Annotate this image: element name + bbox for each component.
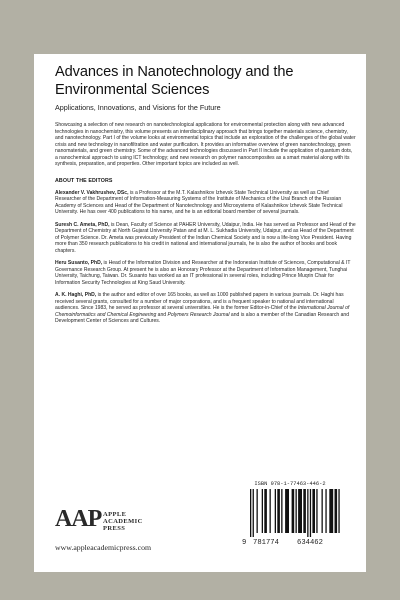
editor-name: Suresh C. Ameta, PhD,: [55, 221, 110, 228]
barcode-bar: [298, 489, 302, 533]
editor-bio: [55, 190, 356, 216]
barcode-bar: [262, 489, 263, 533]
back-cover-page: [34, 54, 366, 572]
editor-name: Alexander V. Vakhrushev, DSc,: [55, 189, 129, 196]
barcode-bar: [264, 489, 267, 533]
publisher-url[interactable]: www.appleacademicpress.com: [55, 543, 152, 552]
book-subtitle: Applications, Innovations, and Visions for the Future: [55, 103, 221, 112]
barcode-bar: [285, 489, 289, 533]
barcode-digits-left: 781774: [253, 539, 279, 545]
barcode-bar: [310, 489, 311, 537]
editors-heading: ABOUT THE EDITORS: [55, 177, 113, 184]
barcode-bar: [312, 489, 315, 533]
publisher-name-line: PRESS: [103, 525, 126, 533]
barcode-bar: [322, 489, 323, 533]
editor-bio-text: is the author and editor of over 165 books, as well as 1000 published papers in various journals. Dr. Haghi has received several grants, consulted for a number of major corporations, and is a frequent speaker to national and international audiences. Since 1983, he served as professor at several universities. He is the former Editor-in-Chief of the: [55, 292, 344, 311]
barcode-bar: [335, 489, 338, 533]
editor-bio: [55, 222, 356, 255]
barcode-bar: [292, 489, 295, 533]
editor-bio-text: is Head of the Information Division and Researcher at the Indonesian Institute of Sciences, Computational & IT Governance Research Group. At present he is also an Honorary Professor at the Department of Information Management, Tunghai University, Taichung, Taiwan. Dr. Susanto has worked as an IT professional in several roles, including Prince Muqrin Chair for Information Security Technologies at King Saud University.: [55, 260, 351, 286]
isbn-barcode: [242, 481, 352, 563]
editor-bio: [55, 292, 356, 325]
barcode-bar: [275, 489, 276, 533]
aap-logo-icon: AAP: [55, 506, 102, 532]
book-title: Advances in Nanotechnology and the Environmental Sciences: [55, 64, 294, 98]
barcode-bar: [253, 489, 254, 537]
journal-title: Polymers Research Journal: [167, 311, 230, 318]
barcode-bar: [270, 489, 271, 533]
barcode-bar: [277, 489, 280, 533]
barcode-bar: [257, 489, 258, 533]
publisher-footer: [55, 481, 355, 566]
editor-bio-text: and is also a member of the Canadian Research and Development Center of Sciences and Cultures.: [55, 311, 350, 324]
journal-title: International Journal of Chemoinformatics and Chemical Engineering: [55, 305, 350, 318]
barcode-bar: [338, 489, 339, 533]
editor-bio-text: and: [156, 311, 168, 318]
editor-bio: [55, 260, 356, 286]
barcode-bar: [296, 489, 297, 533]
barcode-digit-first: 9: [242, 539, 247, 545]
barcode-icon: [242, 489, 342, 545]
publisher-name-line: ACADEMIC: [103, 518, 143, 526]
barcode-bar: [329, 489, 333, 533]
editor-name: A. K. Haghi, PhD,: [55, 292, 97, 298]
editor-bio-text: is a Professor at the M.T. Kalashnikov Izhevsk State Technical University as well as Chief Researcher of the Department of Information-Measuring Systems of the Institute of Mechanics of the Ural Branch of the Russian Academy of Sciences and Head of the Department of Nanotechnology and Microsystems of Kalashnikov Izhevsk State Technical University. He has over 400 publications to his name, and he is an editorial board member of several journals.: [55, 189, 343, 215]
barcode-bar: [250, 489, 251, 537]
editor-name: Heru Susanto, PhD,: [55, 260, 103, 266]
publisher-logo: [55, 506, 195, 546]
barcode-bar: [303, 489, 306, 533]
publisher-name: [103, 511, 143, 533]
publisher-name-line: APPLE: [103, 511, 127, 518]
barcode-bar: [325, 489, 326, 533]
barcode-bar: [307, 489, 308, 537]
isbn-label: ISBN 978-1-77463-446-2: [254, 481, 326, 487]
editor-bio-text: is Dean, Faculty of Science at PAHER University, Udaipur, India. He has served as Professor and Head of the Department of Chemistry at North Gujarat University Patan and at M. L. Sukhadia University, Udaipur, and as Head of the Department of Polymer Science. Dr. Ameta was previously President of the Indian Chemical Society and is now a life-long Vice President. Having more than 350 research publications to his credit in national and international journals, he is also the author of books and book chapters.: [55, 221, 356, 254]
barcode-bar: [281, 489, 282, 533]
barcode-bar: [316, 489, 317, 533]
book-description: Showcasing a selection of new research on nanotechnological applications for environmental protection along with new advanced technologies in nanochemistry, this volume presents an interdisciplinary approach that brings together materials science, chemistry, and nanotechnology. Part I of the volume looks at environmental topics that include an exploration of the challenges of the global water crisis and new technology in nanofiltration and water purification. It provides an informative overview of green nanotechnology, green nanomaterials, and green chemistry. Some of the advanced technologies discussed in Part II include the application of quantum dots, a nanochemical approach to using ICT technology; and new research on polymer nanocomposites as a smart material along with its synthesis, preparation, and properties. Other important topics are included as well.: [55, 122, 356, 167]
barcode-digits-right: 634462: [297, 539, 323, 545]
